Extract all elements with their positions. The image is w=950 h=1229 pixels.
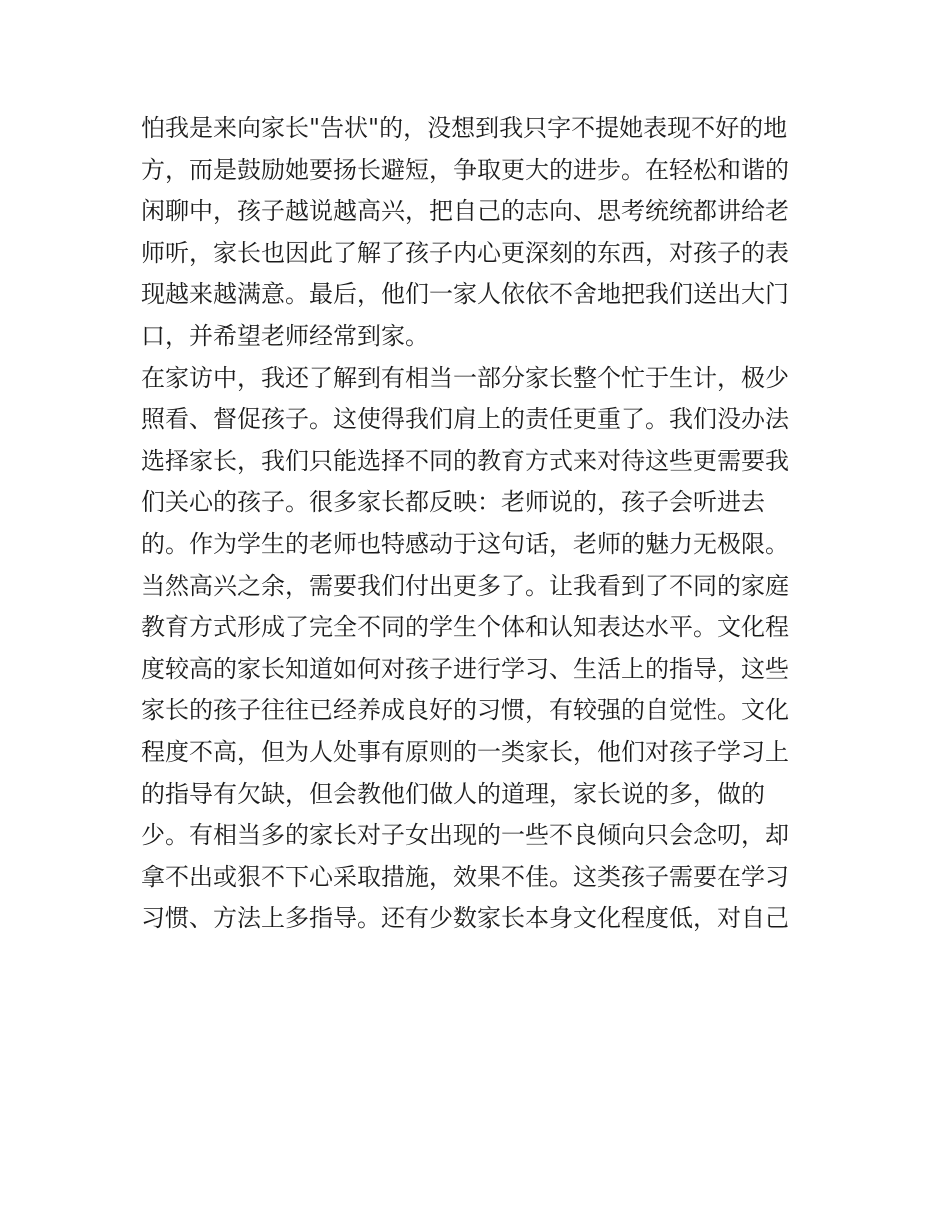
text-line: 拿不出或狠不下心采取措施，效果不佳。这类孩子需要在学习 xyxy=(141,862,789,891)
text-line: 在家访中，我还了解到有相当一部分家长整个忙于生计，极少 xyxy=(141,363,789,392)
text-line: 习惯、方法上多指导。还有少数家长本身文化程度低，对自己 xyxy=(141,904,789,933)
text-line: 们关心的孩子。很多家长都反映：老师说的，孩子会听进去 xyxy=(141,488,765,517)
body-text xyxy=(141,108,821,940)
text-line: 照看、督促孩子。这使得我们肩上的责任更重了。我们没办法 xyxy=(141,405,789,434)
text-line: 教育方式形成了完全不同的学生个体和认知表达水平。文化程 xyxy=(141,613,789,642)
text-line: 少。有相当多的家长对子女出现的一些不良倾向只会念叨，却 xyxy=(141,821,789,850)
text-line: 怕我是来向家长"告状"的，没想到我只字不提她表现不好的地 xyxy=(141,114,788,142)
text-line: 闲聊中，孩子越说越高兴，把自己的志向、思考统统都讲给老 xyxy=(141,197,789,226)
text-line: 程度不高，但为人处事有原则的一类家长，他们对孩子学习上 xyxy=(141,737,789,766)
text-line: 方，而是鼓励她要扬长避短，争取更大的进步。在轻松和谐的 xyxy=(141,155,789,184)
text-line: 口，并希望老师经常到家。 xyxy=(141,321,429,350)
text-line: 现越来越满意。最后，他们一家人依依不舍地把我们送出大门 xyxy=(141,280,789,309)
text-line: 当然高兴之余，需要我们付出更多了。让我看到了不同的家庭 xyxy=(141,571,789,600)
text-line: 选择家长，我们只能选择不同的教育方式来对待这些更需要我 xyxy=(141,446,789,475)
text-line: 的。作为学生的老师也特感动于这句话，老师的魅力无极限。 xyxy=(141,529,789,558)
text-line: 度较高的家长知道如何对孩子进行学习、生活上的指导，这些 xyxy=(141,654,789,683)
text-line: 家长的孩子往往已经养成良好的习惯，有较强的自觉性。文化 xyxy=(141,696,789,725)
text-line: 的指导有欠缺，但会教他们做人的道理，家长说的多，做的 xyxy=(141,779,765,808)
text-line: 师听，家长也因此了解了孩子内心更深刻的东西，对孩子的表 xyxy=(141,238,789,267)
